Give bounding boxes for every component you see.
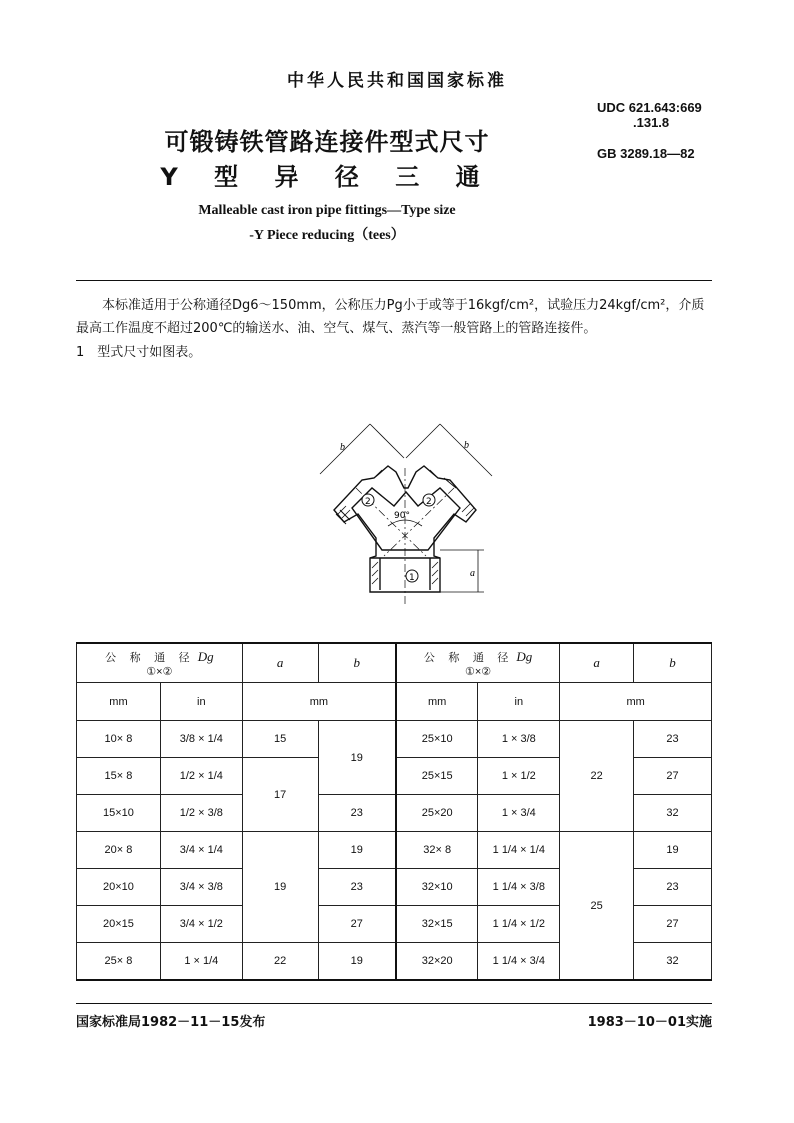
title-en-line-1: Malleable cast iron pipe fittings—Type size bbox=[198, 203, 456, 218]
udc-line-2: .131.8 bbox=[633, 115, 670, 130]
unit-mm-ab: mm bbox=[242, 683, 396, 721]
unit-in: in bbox=[160, 683, 242, 721]
table-row: 20×10 3/4 × 3/8 23 32×10 1 1/4 × 3/8 23 bbox=[77, 869, 712, 906]
section-1-heading: 1 型式尺寸如图表。 bbox=[76, 345, 202, 360]
issue-date: 国家标准局1982－11－15发布 bbox=[76, 1015, 266, 1030]
header-b-left: b bbox=[318, 643, 396, 683]
unit-in: in bbox=[478, 683, 560, 721]
angle-label: 90° bbox=[394, 511, 410, 521]
udc-line-1: UDC 621.643:669 bbox=[597, 100, 702, 115]
header-b-right: b bbox=[634, 643, 712, 683]
title-cn-sub: Y 型 异 径 三 通 bbox=[160, 163, 494, 191]
table-row: 10× 8 3/8 × 1/4 15 19 25×10 1 × 3/8 22 23 bbox=[77, 721, 712, 758]
unit-mm: mm bbox=[77, 683, 161, 721]
table-row: 15× 8 1/2 × 1/4 17 25×15 1 × 1/2 27 bbox=[77, 758, 712, 795]
unit-mm-ab: mm bbox=[560, 683, 712, 721]
title-en-line-2: -Y Piece reducing（tees） bbox=[249, 228, 405, 243]
dim-a: a bbox=[470, 568, 475, 579]
dim-b-right: b bbox=[464, 440, 469, 451]
header-a-left: a bbox=[242, 643, 318, 683]
port-1: 1 bbox=[409, 573, 415, 583]
port-2-left: 2 bbox=[365, 497, 371, 507]
table-row: 20×15 3/4 × 1/2 27 32×15 1 1/4 × 1/2 27 bbox=[77, 906, 712, 943]
effective-date: 1983－10－01实施 bbox=[587, 1015, 712, 1030]
scope-paragraph: 本标准适用于公称通径Dg6～150mm，公称压力Pg小于或等于16kgf/cm²，试验压力24kgf/cm²，介质最高工作温度不超过200℃的输送水、油、空气、煤气、蒸汽等一般管路上的管路连接件。 bbox=[76, 298, 705, 336]
header-rule bbox=[76, 280, 712, 281]
table-row: 25× 8 1 × 1/4 22 19 32×20 1 1/4 × 3/4 32 bbox=[77, 943, 712, 981]
header-dn-left: 公 称 通 径 Dg ①×② bbox=[77, 643, 243, 683]
header-dn-right: 公 称 通 径 Dg ①×② bbox=[396, 643, 560, 683]
table-row: 15×10 1/2 × 3/8 23 25×20 1 × 3/4 32 bbox=[77, 795, 712, 832]
unit-mm: mm bbox=[396, 683, 478, 721]
title-cn-main: 可锻铸铁管路连接件型式尺寸 bbox=[164, 128, 490, 156]
dim-b-left: b bbox=[340, 442, 345, 453]
footer-rule bbox=[76, 1003, 712, 1004]
port-2-right: 2 bbox=[426, 497, 432, 507]
standard-organization: 中华人民共和国国家标准 bbox=[287, 71, 507, 91]
table-row: 20× 8 3/4 × 1/4 19 19 32× 8 1 1/4 × 1/4 25 19 bbox=[77, 832, 712, 869]
header-a-right: a bbox=[560, 643, 634, 683]
y-tee-drawing bbox=[316, 418, 496, 608]
gb-number: GB 3289.18—82 bbox=[597, 146, 695, 161]
dimension-table bbox=[76, 642, 712, 981]
